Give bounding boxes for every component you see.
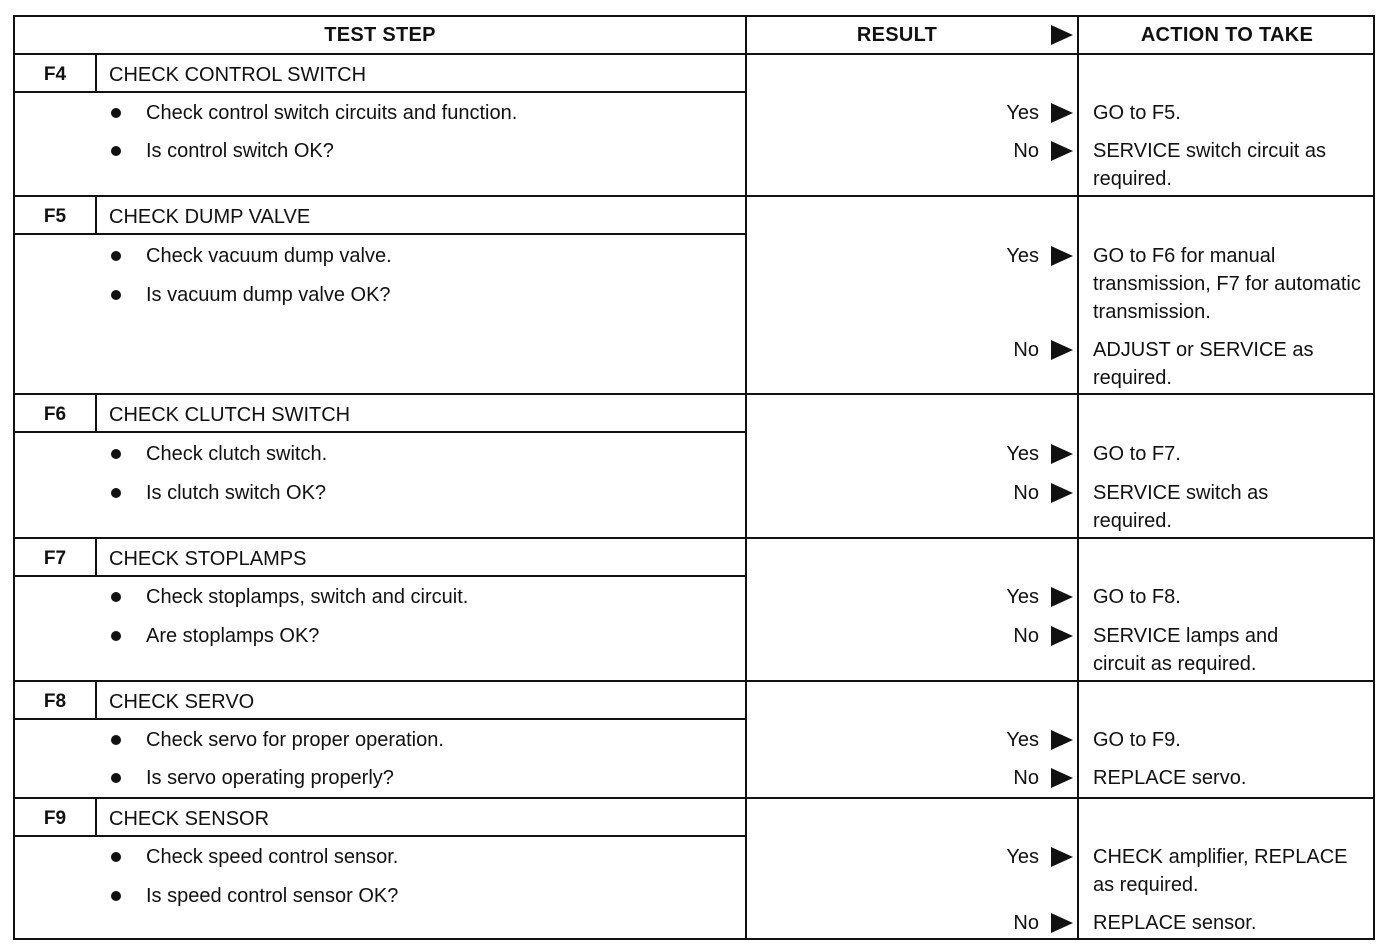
step-title: CHECK CLUTCH SWITCH [109, 404, 351, 426]
bullet-icon [111, 735, 121, 745]
action-text: SERVICE switch as required. [1093, 482, 1269, 532]
bullet-text: Check control switch circuits and function. [146, 102, 518, 124]
bullet-text: Are stoplamps OK? [146, 625, 320, 647]
step-title: CHECK SENSOR [109, 808, 270, 830]
arrow-icon [1051, 587, 1073, 607]
step-f7 [15, 539, 1373, 680]
arrow-icon [1051, 103, 1073, 123]
bullet-icon [111, 631, 121, 641]
arrow-icon [1051, 626, 1073, 646]
title-rule [15, 575, 745, 577]
bullet-icon [111, 891, 121, 901]
bullet-icon [111, 251, 121, 261]
bullet-text: Is servo operating properly? [146, 767, 394, 789]
action-text: GO to F9. [1093, 729, 1181, 751]
arrow-icon [1051, 246, 1073, 266]
step-title: CHECK STOPLAMPS [109, 548, 307, 570]
bullet-icon [111, 290, 121, 300]
step-id: F5 [43, 206, 67, 227]
result-yes: Yes [1006, 586, 1039, 608]
id-divider [95, 682, 97, 719]
result-yes: Yes [1006, 443, 1039, 465]
arrow-icon [1051, 483, 1073, 503]
id-divider [95, 395, 97, 432]
arrow-icon [1051, 913, 1073, 933]
id-divider [95, 197, 97, 234]
header-result: RESULT [856, 24, 938, 46]
action-text: REPLACE sensor. [1093, 912, 1257, 934]
bullet-text: Is clutch switch OK? [146, 482, 327, 504]
bullet-icon [111, 449, 121, 459]
step-id: F8 [43, 691, 67, 712]
bullet-text: Is control switch OK? [146, 140, 334, 162]
bullet-text: Check speed control sensor. [146, 846, 399, 868]
result-yes: Yes [1006, 245, 1039, 267]
bullet-icon [111, 108, 121, 118]
action-text: CHECK amplifier, REPLACE as required. [1093, 846, 1348, 896]
id-divider [95, 799, 97, 836]
step-id: F6 [43, 404, 67, 425]
title-rule [15, 431, 745, 433]
action-text: GO to F5. [1093, 102, 1181, 124]
title-rule [15, 835, 745, 837]
result-yes: Yes [1006, 846, 1039, 868]
diagnostic-table [13, 15, 1375, 940]
header-test-step: TEST STEP [324, 24, 436, 46]
result-yes: Yes [1006, 102, 1039, 124]
id-divider [95, 539, 97, 576]
result-yes: Yes [1006, 729, 1039, 751]
bullet-text: Check stoplamps, switch and circuit. [146, 586, 469, 608]
bullet-text: Check servo for proper operation. [146, 729, 444, 751]
action-text: SERVICE lamps and circuit as required. [1093, 625, 1279, 675]
title-rule [15, 233, 745, 235]
bullet-icon [111, 488, 121, 498]
bullet-text: Check clutch switch. [146, 443, 328, 465]
result-no: No [1013, 482, 1039, 504]
step-id: F7 [43, 548, 67, 569]
result-no: No [1013, 625, 1039, 647]
title-rule [15, 91, 745, 93]
result-no: No [1013, 339, 1039, 361]
bullet-text: Is speed control sensor OK? [146, 885, 399, 907]
result-no: No [1013, 767, 1039, 789]
step-id: F4 [43, 64, 67, 85]
step-title: CHECK SERVO [109, 691, 255, 713]
step-f8 [15, 682, 1373, 797]
step-title: CHECK CONTROL SWITCH [109, 64, 367, 86]
bullet-icon [111, 592, 121, 602]
step-f4 [15, 55, 1373, 195]
result-no: No [1013, 140, 1039, 162]
header-action: ACTION TO TAKE [1140, 24, 1314, 46]
step-f9 [15, 799, 1373, 938]
bullet-icon [111, 773, 121, 783]
action-text: ADJUST or SERVICE as required. [1093, 339, 1314, 389]
title-rule [15, 718, 745, 720]
step-id: F9 [43, 808, 67, 829]
action-text: GO to F8. [1093, 586, 1181, 608]
bullet-text: Check vacuum dump valve. [146, 245, 392, 267]
arrow-icon [1051, 730, 1073, 750]
step-title: CHECK DUMP VALVE [109, 206, 311, 228]
arrow-icon [1051, 768, 1073, 788]
action-text: REPLACE servo. [1093, 767, 1247, 789]
bullet-icon [111, 852, 121, 862]
arrow-icon [1051, 847, 1073, 867]
result-no: No [1013, 912, 1039, 934]
header-arrow-icon [1051, 25, 1073, 45]
arrow-icon [1051, 141, 1073, 161]
bullet-text: Is vacuum dump valve OK? [146, 284, 391, 306]
action-text: SERVICE switch circuit as required. [1093, 140, 1327, 190]
id-divider [95, 55, 97, 92]
arrow-icon [1051, 340, 1073, 360]
arrow-icon [1051, 444, 1073, 464]
action-text: GO to F7. [1093, 443, 1181, 465]
step-f6 [15, 395, 1373, 537]
step-f5 [15, 197, 1373, 393]
bullet-icon [111, 146, 121, 156]
action-text: GO to F6 for manual transmission, F7 for automatic transmission. [1093, 245, 1361, 323]
